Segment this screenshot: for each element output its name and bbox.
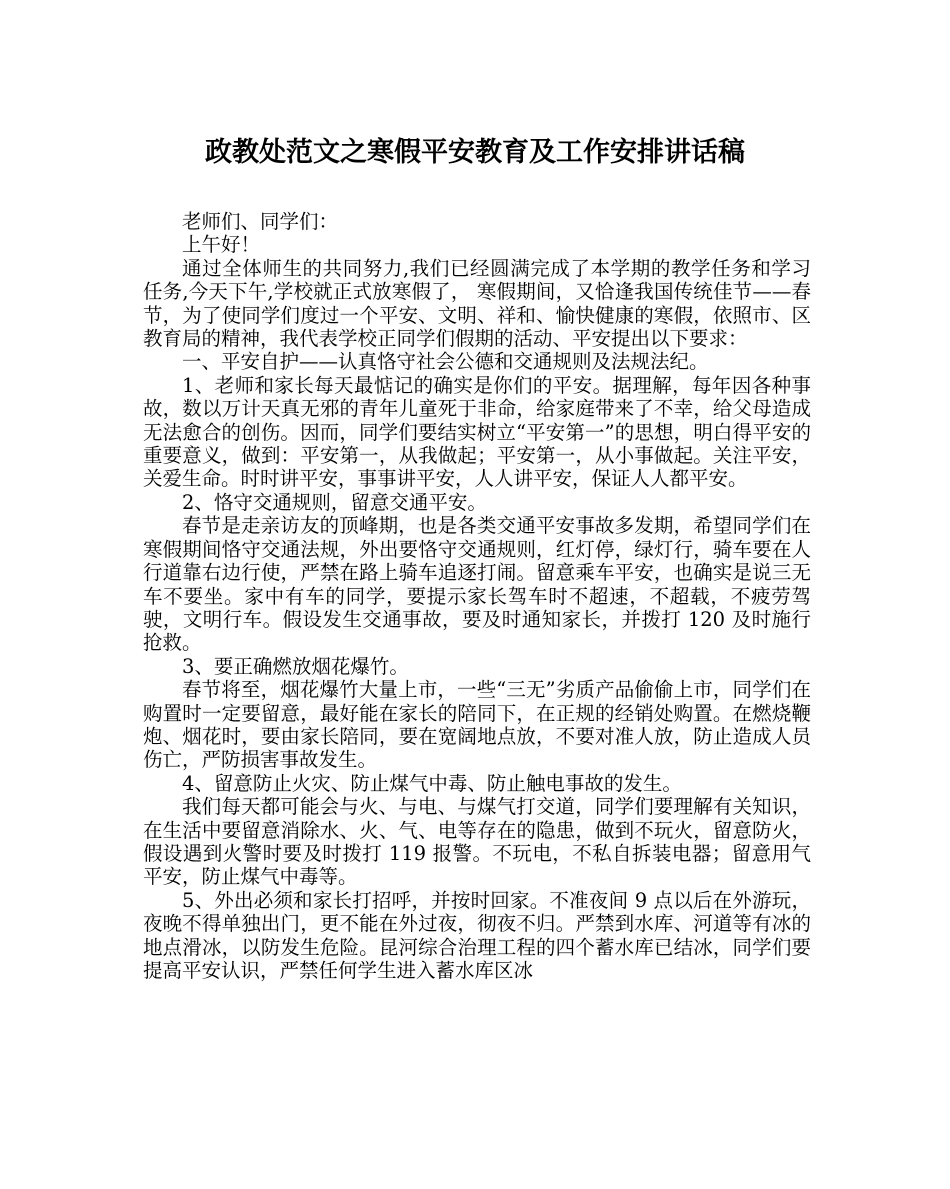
section-heading-safety: 一、平安自护——认真恪守社会公德和交通规则及法规法纪。 [182, 350, 709, 374]
document-title: 政教处范文之寒假平安教育及工作安排讲话稿 [205, 137, 745, 168]
paragraph-item-5: 5、外出必须和家长打招呼，并按时回家。不准夜间 9 点以后在外游玩，夜晚不得单独出门，更不能在外过夜，彻夜不归。严禁到水库、河道等有冰的地点滑冰，以防发生危险。昆河综合治理工程的四个蓄水库已结冰，同学们要提高平安认识，严禁任何学生进入蓄水库区冰 [143, 888, 811, 982]
paragraph-traffic: 春节是走亲访友的顶峰期，也是各类交通平安事故多发期，希望同学们在寒假期间恪守交通法规，外出要恪守交通规则，红灯停，绿灯行，骑车要在人行道靠右边行使，严禁在路上骑车追逐打闹。留意乘车平安，也确实是说三无车不要坐。家中有车的同学，要提示家长驾车时不超速，不超载，不疲劳驾驶，文明行车。假设发生交通事故，要及时通知家长，并拨打 120 及时施行抢救。 [143, 514, 811, 655]
item-heading-3: 3、要正确燃放烟花爆竹。 [182, 654, 409, 678]
paragraph-introduction: 通过全体师生的共同努力,我们已经圆满完成了本学期的教学任务和学习任务,今天下午,学校就正式放寒假了， 寒假期间，又恰逢我国传统佳节——春节，为了使同学们度过一个平安、文明、祥和、愉快健康的寒假，依照市、区教育局的精神，我代表学校正同学们假期的活动、平安提出以下要求： [143, 256, 811, 351]
paragraph-item-1: 1、老师和家长每天最惦记的确实是你们的平安。据理解，每年因各种事故，数以万计天真无邪的青年儿童死于非命，给家庭带来了不幸，给父母造成无法愈合的创伤。因而，同学们要结实树立“平安第一”的思想，明白得平安的重要意义，做到：平安第一，从我做起；平安第一，从小事做起。关注平安，关爱生命。时时讲平安，事事讲平安，人人讲平安，保证人人都平安。 [143, 373, 811, 491]
paragraph-salutation: 老师们、同学们： [182, 210, 339, 233]
item-heading-2: 2、恪守交通规则，留意交通平安。 [182, 490, 487, 514]
paragraph-fire-gas-electric: 我们每天都可能会与火、与电、与煤气打交道，同学们要理解有关知识，在生活中要留意消除水、火、气、电等存在的隐患，做到不玩火，留意防火，假设遇到火警时要及时拨打 119 报警。不玩电，不私自拆装电器；留意用气平安，防止煤气中毒等。 [143, 795, 811, 889]
paragraph-fireworks: 春节将至，烟花爆竹大量上市，一些“三无”劣质产品偷偷上市，同学们在购置时一定要留意，最好能在家长的陪同下，在正规的经销处购置。在燃烧鞭炮、烟花时，要由家长陪同，要在宽阔地点放，不要对准人放，防止造成人员伤亡，严防损害事故发生。 [143, 678, 811, 772]
paragraph-greeting: 上午好！ [182, 233, 261, 257]
item-heading-4: 4、留意防止火灾、防止煤气中毒、防止触电事故的发生。 [182, 771, 682, 795]
document-body [143, 210, 811, 982]
